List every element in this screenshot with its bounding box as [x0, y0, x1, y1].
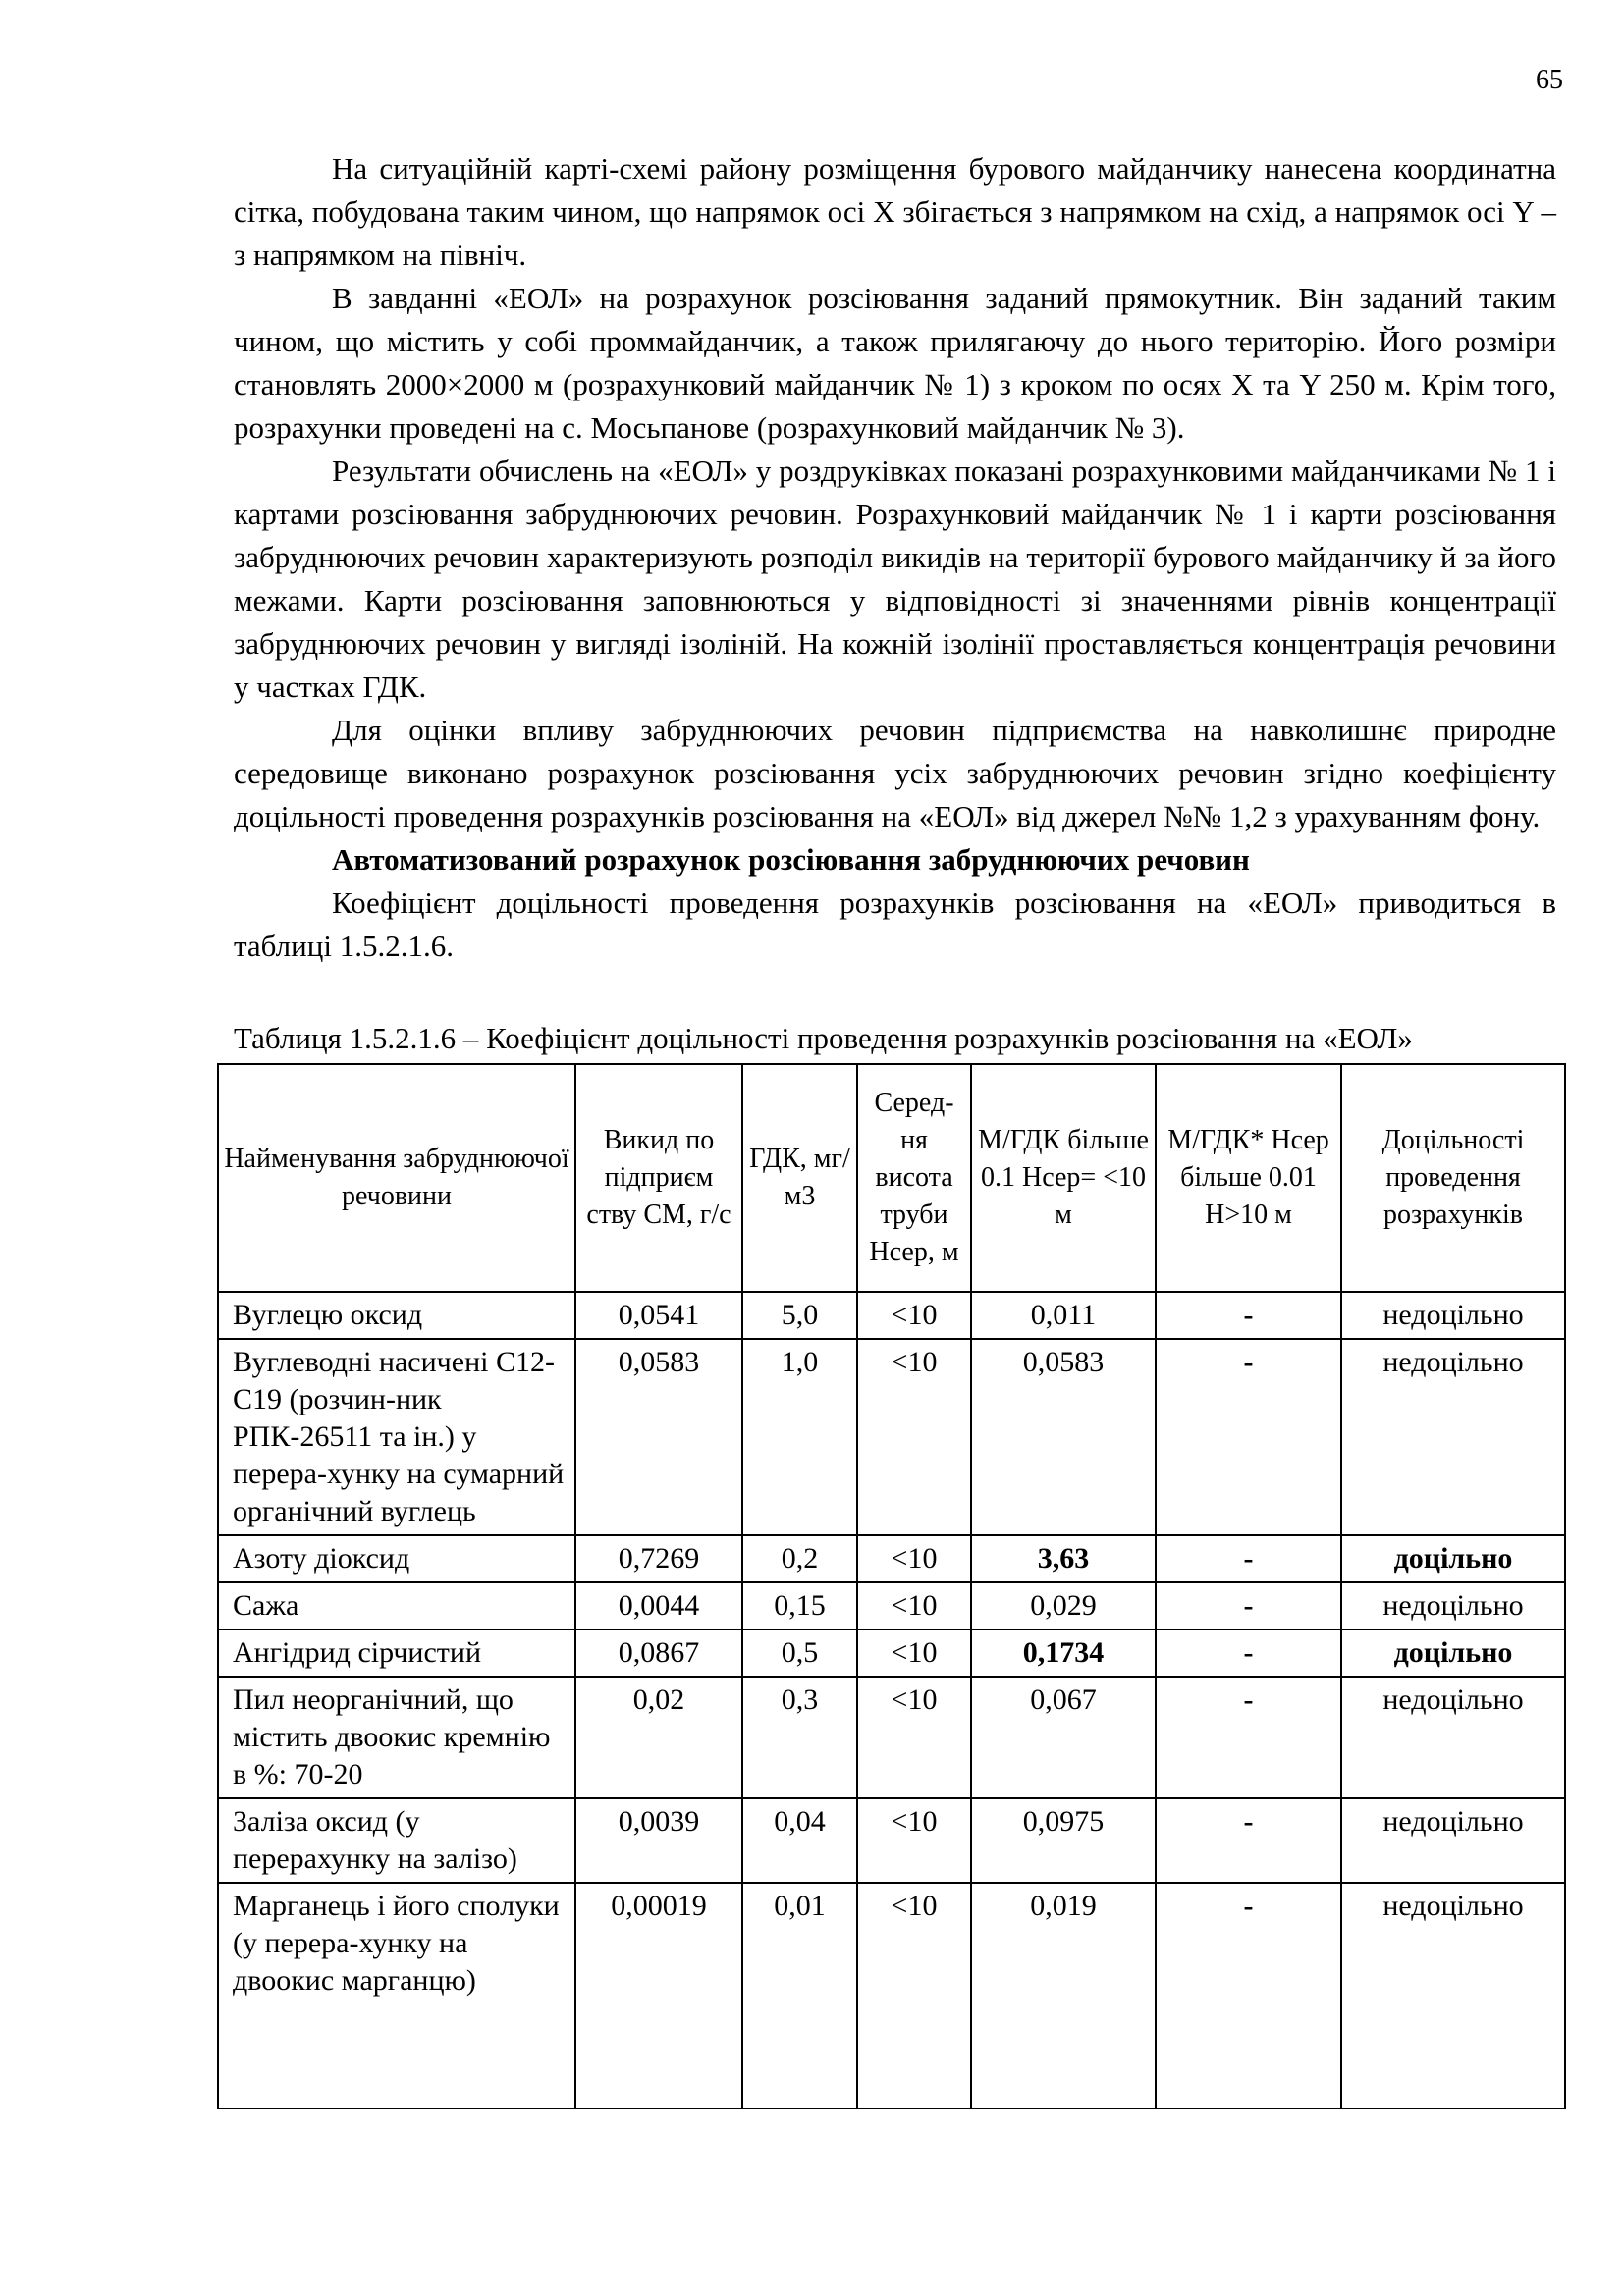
cell-name: Ангідрид сірчистий	[218, 1629, 575, 1677]
cell-emission: 0,0044	[575, 1582, 742, 1629]
cell-emission: 0,0583	[575, 1339, 742, 1535]
cell-ratio2: -	[1156, 1629, 1341, 1677]
cell-gdk: 0,5	[742, 1629, 857, 1677]
header-stack-height: Серед-ня висота труби Нсер, м	[857, 1064, 971, 1292]
header-substance: Найменування забруднюючої речовини	[218, 1064, 575, 1292]
header-ratio-high: М/ГДК* Нсер більше 0.01 Н>10 м	[1156, 1064, 1341, 1292]
cell-height: <10	[857, 1292, 971, 1339]
header-ratio-low: М/ГДК більше 0.1 Нсер= <10 м	[971, 1064, 1156, 1292]
cell-name: Азоту діоксид	[218, 1535, 575, 1582]
cell-ratio1: 0,067	[971, 1677, 1156, 1798]
cell-ratio2: -	[1156, 1677, 1341, 1798]
body-text	[234, 147, 1556, 968]
cell-height: <10	[857, 1535, 971, 1582]
cell-ratio1: 0,011	[971, 1292, 1156, 1339]
cell-emission: 0,02	[575, 1677, 742, 1798]
cell-name: Марганець і його сполуки (у перера-хунку на двоокис марганцю)	[218, 1883, 575, 2109]
cell-emission: 0,00019	[575, 1883, 742, 2109]
paragraph-calculation-rectangle: В завданні «ЕОЛ» на розрахунок розсіювання заданий прямокутник. Він заданий таким чином, що містить у собі проммайданчик, а також прилягаючу до нього територію. Його розміри становлять 2000×2000 м (розрахунковий майданчик № 1) з кроком по осях Х та Y 250 м. Крім того, розрахунки проведені на с. Мосьпанове (розрахунковий майданчик № 3).	[234, 281, 1556, 445]
cell-result: недоцільно	[1341, 1677, 1565, 1798]
table-row	[218, 1677, 1565, 1798]
cell-ratio1: 0,029	[971, 1582, 1156, 1629]
section-heading: Автоматизований розрахунок розсіювання забруднюючих речовин	[332, 842, 1250, 877]
cell-result: недоцільно	[1341, 1292, 1565, 1339]
paragraph-results: Результати обчислень на «ЕОЛ» у роздруківках показані розрахунковими майданчиками № 1 і картами розсіювання забруднюючих речовин. Розрахунковий майданчик № 1 і карти розсіювання забруднюючих речовин характеризують розподіл викидів на території бурового майданчику й за його межами. Карти розсіювання заповнюються у відповідності зі значеннями рівнів концентрації забруднюючих речовин у вигляді ізоліній. На кожній ізолінії проставляється концентрація речовини у частках ГДК.	[234, 454, 1556, 704]
cell-gdk: 0,15	[742, 1582, 857, 1629]
table-row	[218, 1883, 1565, 2109]
cell-result: недоцільно	[1341, 1798, 1565, 1883]
cell-height: <10	[857, 1339, 971, 1535]
paragraph-impact-assessment: Для оцінки впливу забруднюючих речовин підприємства на навколишнє природне середовище виконано розрахунок розсіювання усіх забруднюючих речовин згідно коефіцієнту доцільності проведення розрахунків розсіювання на «ЕОЛ» від джерел №№ 1,2 з урахуванням фону.	[234, 713, 1556, 833]
cell-ratio2: -	[1156, 1582, 1341, 1629]
table-header-row	[218, 1064, 1565, 1292]
cell-gdk: 1,0	[742, 1339, 857, 1535]
cell-name: Вуглеводні насичені С12-С19 (розчин-ник РПК-26511 та ін.) у перера-хунку на сумарний органічний вуглець	[218, 1339, 575, 1535]
cell-emission: 0,7269	[575, 1535, 742, 1582]
cell-gdk: 0,01	[742, 1883, 857, 2109]
cell-result: недоцільно	[1341, 1582, 1565, 1629]
cell-gdk: 0,3	[742, 1677, 857, 1798]
cell-name: Пил неорганічний, що містить двоокис кремнію в %: 70-20	[218, 1677, 575, 1798]
cell-ratio1: 3,63	[971, 1535, 1156, 1582]
cell-result: доцільно	[1341, 1629, 1565, 1677]
cell-result: недоцільно	[1341, 1883, 1565, 2109]
header-expediency: Доцільності проведення розрахунків	[1341, 1064, 1565, 1292]
cell-name: Сажа	[218, 1582, 575, 1629]
table-caption: Таблиця 1.5.2.1.6 – Коефіцієнт доцільності проведення розрахунків розсіювання на «ЕОЛ»	[234, 1021, 1413, 1055]
cell-ratio1: 0,0583	[971, 1339, 1156, 1535]
table-row	[218, 1535, 1565, 1582]
header-gdk: ГДК, мг/м3	[742, 1064, 857, 1292]
cell-result: доцільно	[1341, 1535, 1565, 1582]
cell-ratio1: 0,1734	[971, 1629, 1156, 1677]
cell-result: недоцільно	[1341, 1339, 1565, 1535]
table-row	[218, 1582, 1565, 1629]
cell-emission: 0,0039	[575, 1798, 742, 1883]
table-row	[218, 1292, 1565, 1339]
cell-height: <10	[857, 1629, 971, 1677]
cell-ratio2: -	[1156, 1535, 1341, 1582]
cell-emission: 0,0867	[575, 1629, 742, 1677]
cell-name: Заліза оксид (у перерахунку на залізо)	[218, 1798, 575, 1883]
cell-ratio2: -	[1156, 1339, 1341, 1535]
cell-gdk: 0,04	[742, 1798, 857, 1883]
table-intro: Коефіцієнт доцільності проведення розрахунків розсіювання на «ЕОЛ» приводиться в таблиці 1.5.2.1.6.	[234, 885, 1556, 963]
cell-gdk: 5,0	[742, 1292, 857, 1339]
table-row	[218, 1798, 1565, 1883]
cell-emission: 0,0541	[575, 1292, 742, 1339]
paragraph-coordinate-grid: На ситуаційній карті-схемі району розміщення бурового майданчику нанесена координатна сітка, побудована таким чином, що напрямок осі Х збігається з напрямком на схід, а напрямок осі Y – з напрямком на північ.	[234, 151, 1556, 272]
cell-ratio2: -	[1156, 1798, 1341, 1883]
cell-ratio1: 0,0975	[971, 1798, 1156, 1883]
cell-gdk: 0,2	[742, 1535, 857, 1582]
cell-height: <10	[857, 1677, 971, 1798]
cell-name: Вуглецю оксид	[218, 1292, 575, 1339]
header-emission: Викид по підприєм ству СМ, г/с	[575, 1064, 742, 1292]
cell-height: <10	[857, 1883, 971, 2109]
cell-ratio2: -	[1156, 1883, 1341, 2109]
page-number: 65	[1536, 65, 1563, 95]
expediency-table	[217, 1063, 1566, 2109]
table-row	[218, 1339, 1565, 1535]
table-row	[218, 1629, 1565, 1677]
cell-ratio2: -	[1156, 1292, 1341, 1339]
cell-height: <10	[857, 1582, 971, 1629]
cell-height: <10	[857, 1798, 971, 1883]
cell-ratio1: 0,019	[971, 1883, 1156, 2109]
